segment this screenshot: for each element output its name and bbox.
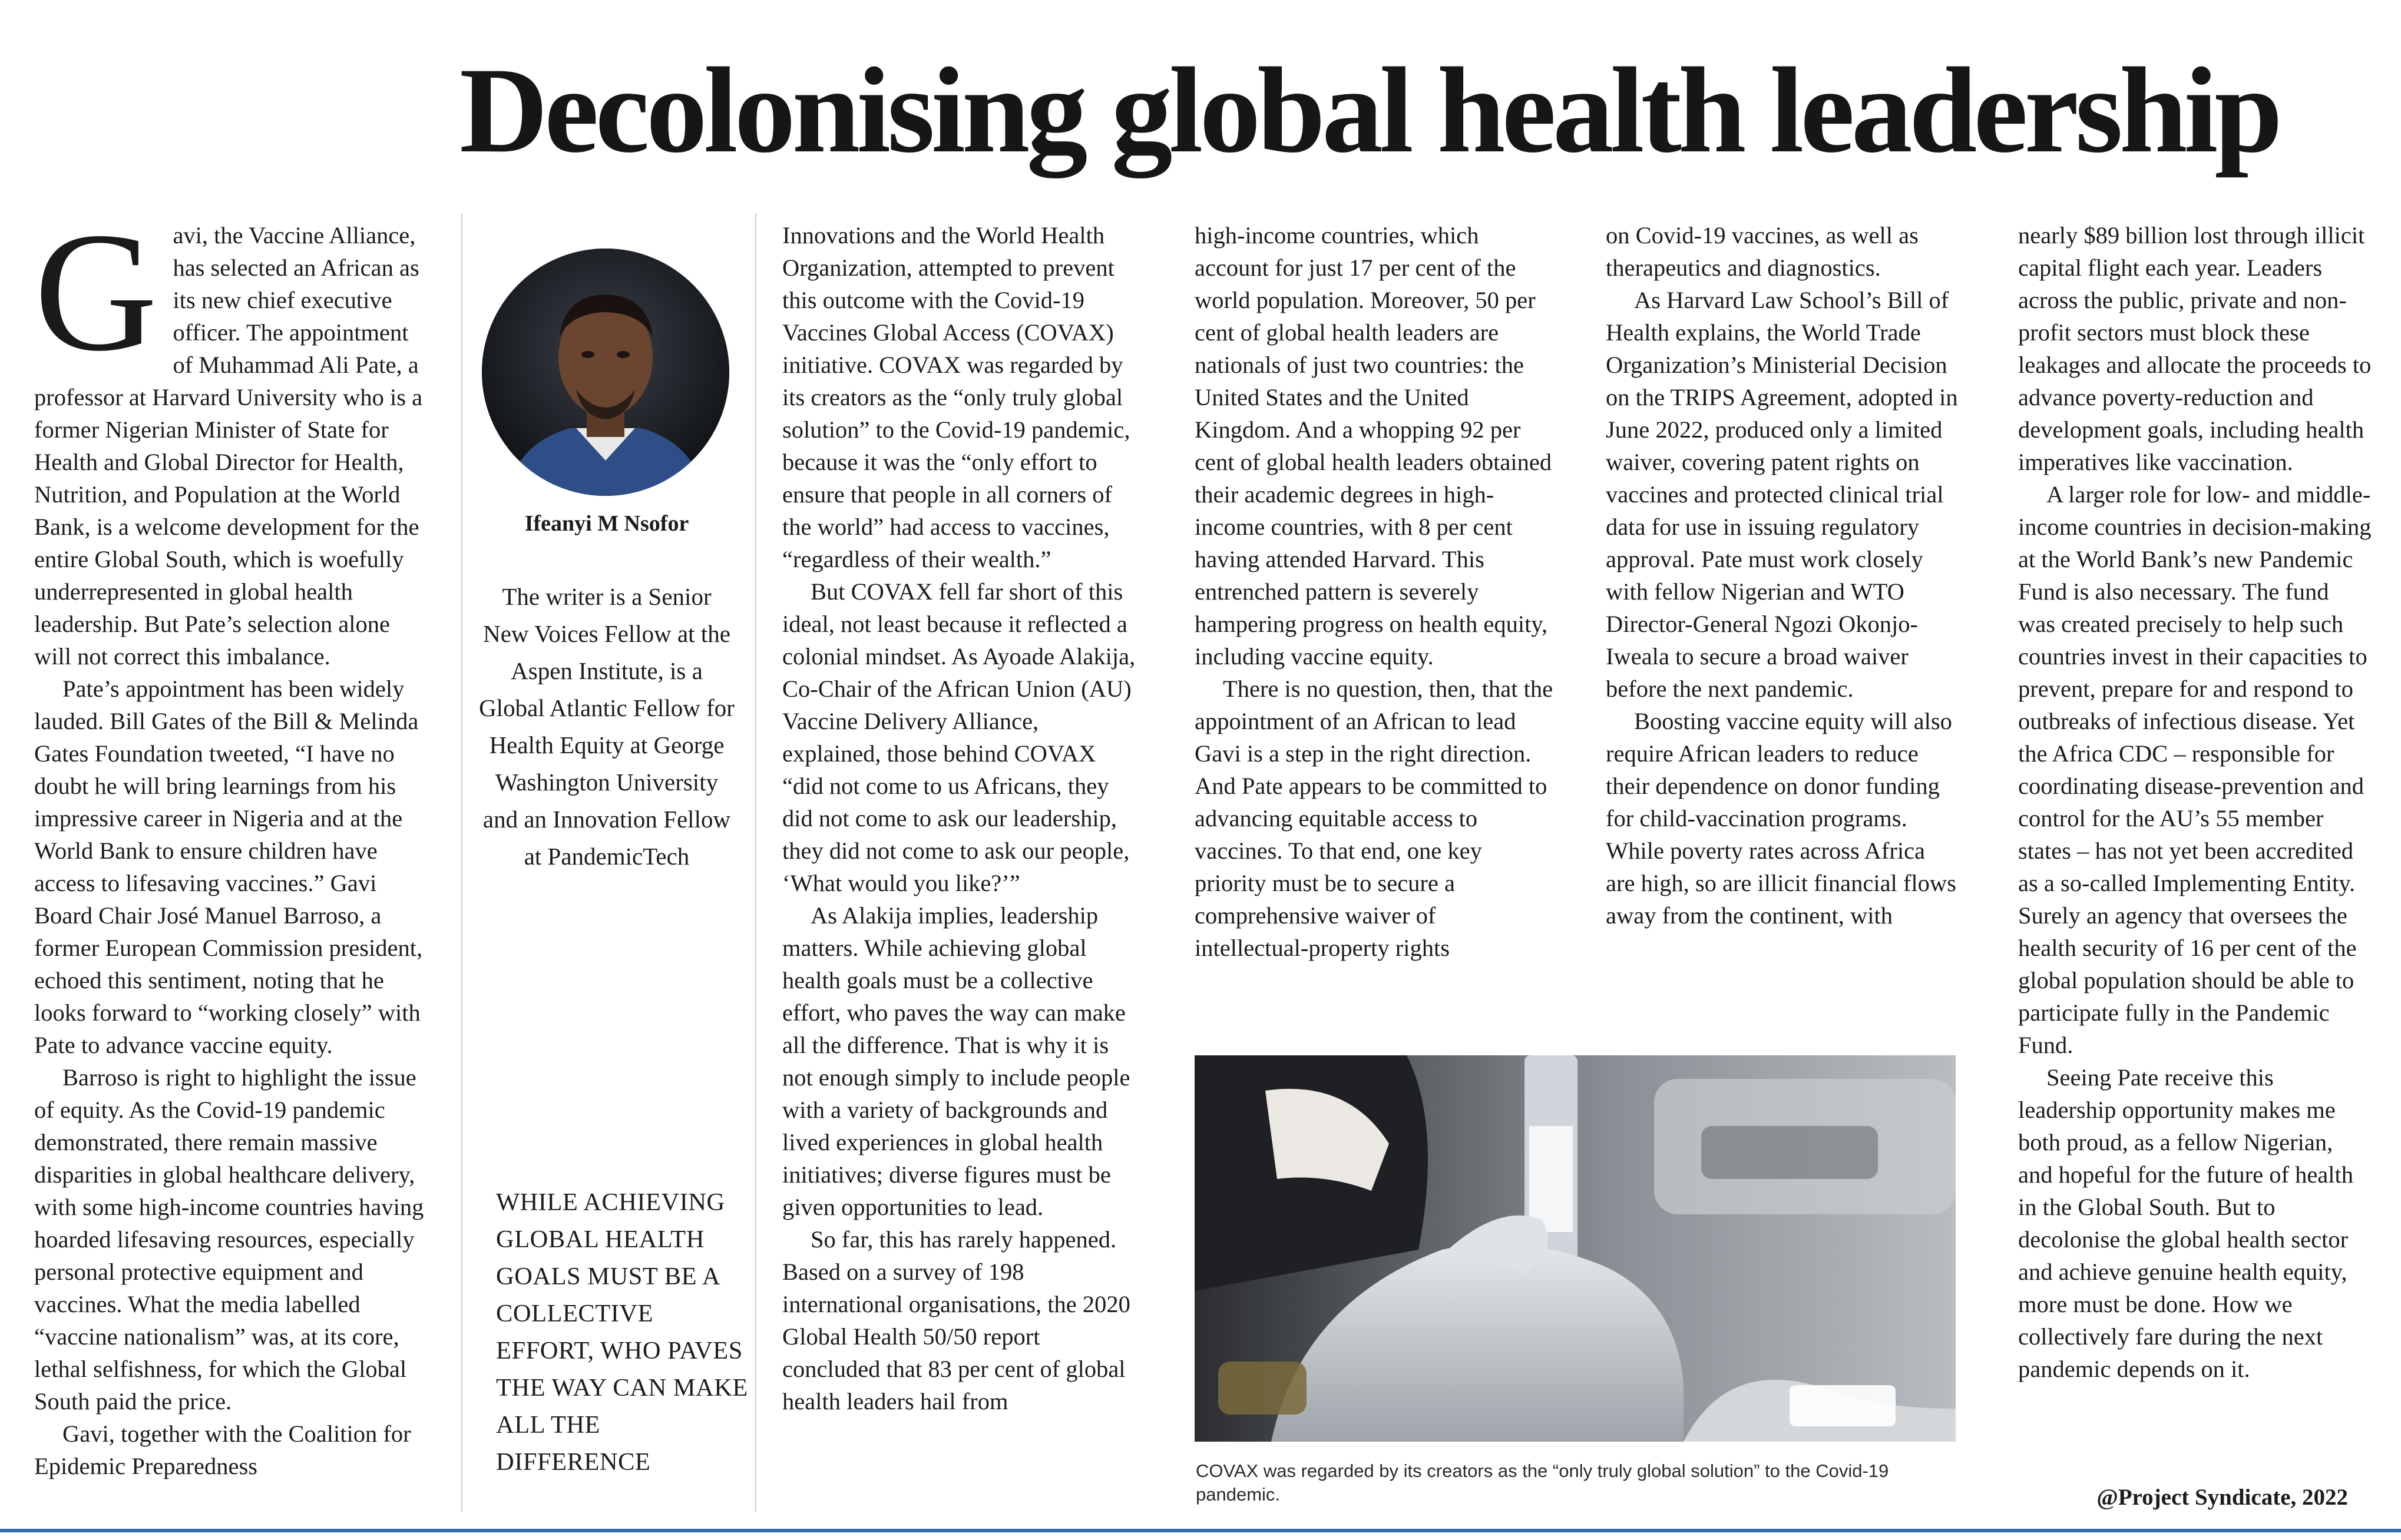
paragraph: As Harvard Law School’s Bill of Health explains, the World Trade Organization’s Ministerial Decision on the TRIPS Agreement, adopted in June 2022, produced only a limited waiver, covering patent rights on vaccines and protected clinical trial data for use in issuing regulatory approval. Pate must work closely with fellow Nigerian and WTO Director-General Ngozi Okonjo-Iweala to secure a broad waiver before the next pandemic. — [1606, 287, 1958, 702]
paragraph: Seeing Pate receive this leadership opportunity makes me both proud, as a fellow Nigerian, and hopeful for the future of health in the Global South. But to decolonise the global health sector and achieve genuine health equity, more must be done. How we collectively fare during the next pandemic depends on it. — [2018, 1064, 2354, 1382]
photo-caption: COVAX was regarded by its creators as the “only truly global solution” to the Covid-19 pandemic. — [1196, 1460, 1889, 1505]
paragraph: on Covid-19 vaccines, as well as therapeutics and diagnostics. — [1606, 222, 1919, 281]
paragraph: Pate’s appointment has been widely lauded. Bill Gates of the Bill & Melinda Gates Foundation tweeted, “I have no doubt he will bring learnings from his impressive career in Nigeria and at the World Bank to ensure children have access to lifesaving vaccines.” Gavi Board Chair José Manuel Barroso, a former European Commission president, echoed this sentiment, noting that he looks forward to “working closely” with Pate to advance vaccine equity. — [34, 675, 423, 1058]
bottom-rule — [0, 1529, 2401, 1532]
paragraph: So far, this has rarely happened. Based on a survey of 198 international organisations, the 2020 Global Health 50/50 report concluded that 83 per cent of global health leaders hail from — [782, 1226, 1130, 1415]
paragraph: nearly $89 billion lost through illicit capital flight each year. Leaders across the public, private and non-profit sectors must block these leakages and allocate the proceeds to advance poverty-reduction and development goals, including health imperatives like vaccination. — [2018, 222, 2372, 475]
paragraph: Barroso is right to highlight the issue of equity. As the Covid-19 pandemic demonstrated, there remain massive disparities in global healthcare delivery, with some high-income countries having hoarded lifesaving resources, especially personal protective equipment and vaccines. What the media labelled “vaccine nationalism” was, at its core, lethal selfishness, for which the Global South paid the price. — [34, 1064, 424, 1415]
article-column-1 — [34, 197, 429, 1482]
paragraph-text: avi, the Vaccine Alliance, has selected an African as its new chief executive officer. The appointment of Muhammad Ali Pate, a professor at Harvard University who is a former Nigerian Minister of State for Health and Global Director for Health, Nutrition, and Population at the World Bank, is a welcome development for the entire Global South, which is woefully underrepresented in global health leadership. But Pate’s selection alone will not correct this imbalance. — [34, 222, 423, 670]
paragraph: Boosting vaccine equity will also require African leaders to reduce their dependence on donor funding for child-vaccination programs. While poverty rates across Africa are high, so are illicit financial flows away from the continent, with — [1606, 708, 1956, 929]
vaccine-photo — [1195, 1055, 1956, 1442]
article-column-6 — [2018, 219, 2372, 1385]
paragraph: There is no question, then, that the appointment of an African to lead Gavi is a step in the right direction. And Pate appears to be committed to advancing equitable access to vaccines. To that end, one key priority must be to secure a comprehensive waiver of intellectual-property rights — [1195, 675, 1553, 961]
author-bio: The writer is a Senior New Voices Fellow at the Aspen Institute, is a Global Atlantic Fellow for Health Equity at George Washington University and an Innovation Fellow at PandemicTech — [479, 583, 735, 870]
pull-quote: WHILE ACHIEVING GLOBAL HEALTH GOALS MUST BE A COLLECTIVE EFFORT, WHO PAVES THE WAY CAN MAKE ALL THE DIFFERENCE — [496, 1188, 748, 1476]
paragraph: But COVAX fell far short of this ideal, not least because it reflected a colonial mindset. As Ayoade Alakija, Co-Chair of the African Union (AU) Vaccine Delivery Alliance, explained, those behind COVAX “did not come to us Africans, they did not come to ask our leadership, they did not come to ask our people, ‘What would you like?’” — [782, 578, 1136, 896]
paragraph: As Alakija implies, leadership matters. While achieving global health goals must be a collective effort, who paves the way can make all the difference. That is why it is not enough simply to include people with a variety of backgrounds and lived experiences in global health initiatives; diverse figures must be given opportunities to lead. — [782, 902, 1130, 1220]
paragraph: Innovations and the World Health Organization, attempted to prevent this outcome with the Covid-19 Vaccines Global Access (COVAX) initiative. COVAX was regarded by its creators as the “only truly global solution” to the Covid-19 pandemic, because it was the “only effort to ensure that people in all corners of the world” had access to vaccines, “regardless of their wealth.” — [782, 222, 1130, 572]
drop-cap: G — [34, 197, 158, 386]
paragraph: high-income countries, which account for just 17 per cent of the world population. Moreover, 50 per cent of global health leaders are nationals of just two countries: the United States and the United Kingdom. And a whopping 92 per cent of global health leaders obtained their academic degrees in high-income countries, with 8 per cent having attended Harvard. This entrenched pattern is severely hampering progress on health equity, including vaccine equity. — [1195, 222, 1552, 670]
article-column-4 — [1195, 219, 1554, 964]
headline: Decolonising global health leadership — [459, 42, 2280, 178]
article-column-5 — [1606, 219, 1959, 932]
vaccine-vial-illustration — [1195, 1055, 1956, 1442]
author-name: Ifeanyi M Nsofor — [524, 511, 689, 536]
column-rule — [755, 213, 756, 1512]
paragraph: Gavi, together with the Coalition for Epidemic Preparedness — [34, 1420, 411, 1479]
paragraph: A larger role for low- and middle-income countries in decision-making at the World Bank’s new Pandemic Fund is also necessary. The fund was created precisely to help such countries invest in their capacities to prevent, prepare for and respond to outbreaks of infectious disease. Yet the Africa CDC – responsible for coordinating disease-prevention and control for the AU’s 55 member states – has not yet been accredited as a so-called Implementing Entity. Surely an agency that oversees the health security of 16 per cent of the global population should be able to participate fully in the Pandemic Fund. — [2018, 481, 2372, 1058]
article-column-3 — [782, 219, 1136, 1418]
author-portrait — [482, 249, 729, 496]
author-photo — [482, 249, 729, 496]
source-credit: @Project Syndicate, 2022 — [2096, 1485, 2348, 1510]
paragraph — [34, 197, 429, 673]
column-rule — [461, 213, 462, 1512]
